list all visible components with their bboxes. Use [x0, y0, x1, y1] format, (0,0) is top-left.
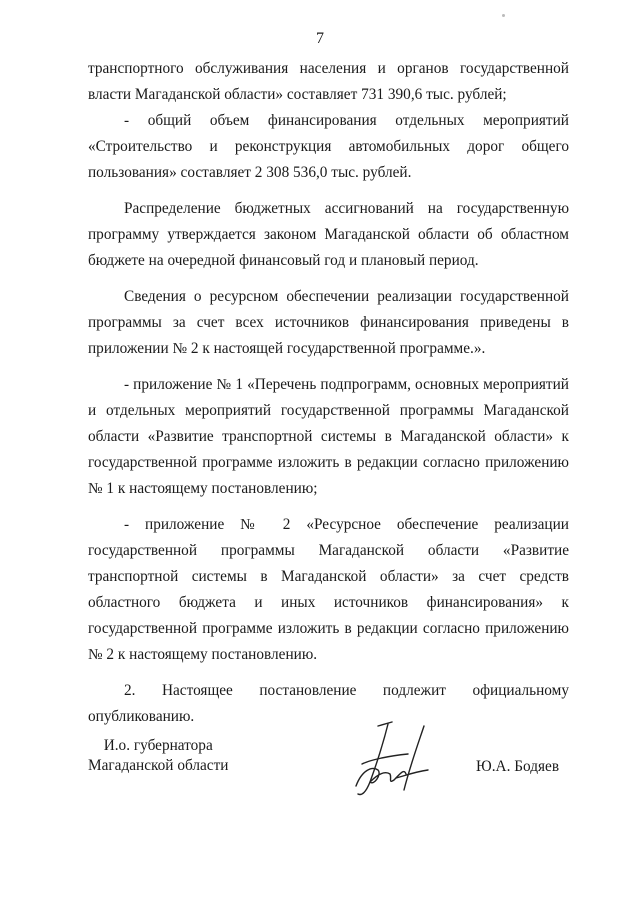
- paragraph: Сведения о ресурсном обеспечении реализации государственной программы за счет всех источников финансирования приведены в приложении № 2 к настоящей государственной программе.».: [88, 288, 569, 357]
- paragraph: Распределение бюджетных ассигнований на государственную программу утверждается законом Магаданской области об областном бюджете на очередной финансовый год и плановый период.: [88, 200, 569, 269]
- paragraph: - приложение № 2 «Ресурсное обеспечение реализации государственной программы Магаданской области «Развитие транспортной системы в Магаданской области» за счет средств областного бюджета и иных источников финансирования» к государственной программе изложить в редакции согласно приложению № 2 к настоящему постановлению.: [88, 516, 569, 663]
- page-number: 7: [316, 30, 324, 47]
- handwritten-signature: [348, 720, 438, 800]
- signatory-title-line: И.о. губернатора: [103, 737, 213, 754]
- signatory-name: Ю.А. Бодяев: [476, 758, 560, 775]
- scan-speck: [502, 14, 505, 17]
- paragraph: 2. Настоящее постановление подлежит официальному опубликованию.: [88, 682, 569, 725]
- signatory-title: [88, 736, 228, 776]
- paragraph: - общий объем финансирования отдельных мероприятий «Строительство и реконструкция автомобильных дорог общего пользования» составляет 2 308 536,0 тыс. рублей.: [88, 112, 569, 181]
- paragraph: транспортного обслуживания населения и органов государственной власти Магаданской области» составляет 731 390,6 тыс. рублей;: [88, 60, 569, 103]
- signatory-title-line: Магаданской области: [88, 757, 229, 774]
- document-body: [88, 56, 569, 730]
- paragraph: - приложение № 1 «Перечень подпрограмм, основных мероприятий и отдельных мероприятий государственной программы Магаданской области «Развитие транспортной системы в Магаданской области» к государственной программе изложить в редакции согласно приложению № 1 к настоящему постановлению;: [88, 376, 569, 497]
